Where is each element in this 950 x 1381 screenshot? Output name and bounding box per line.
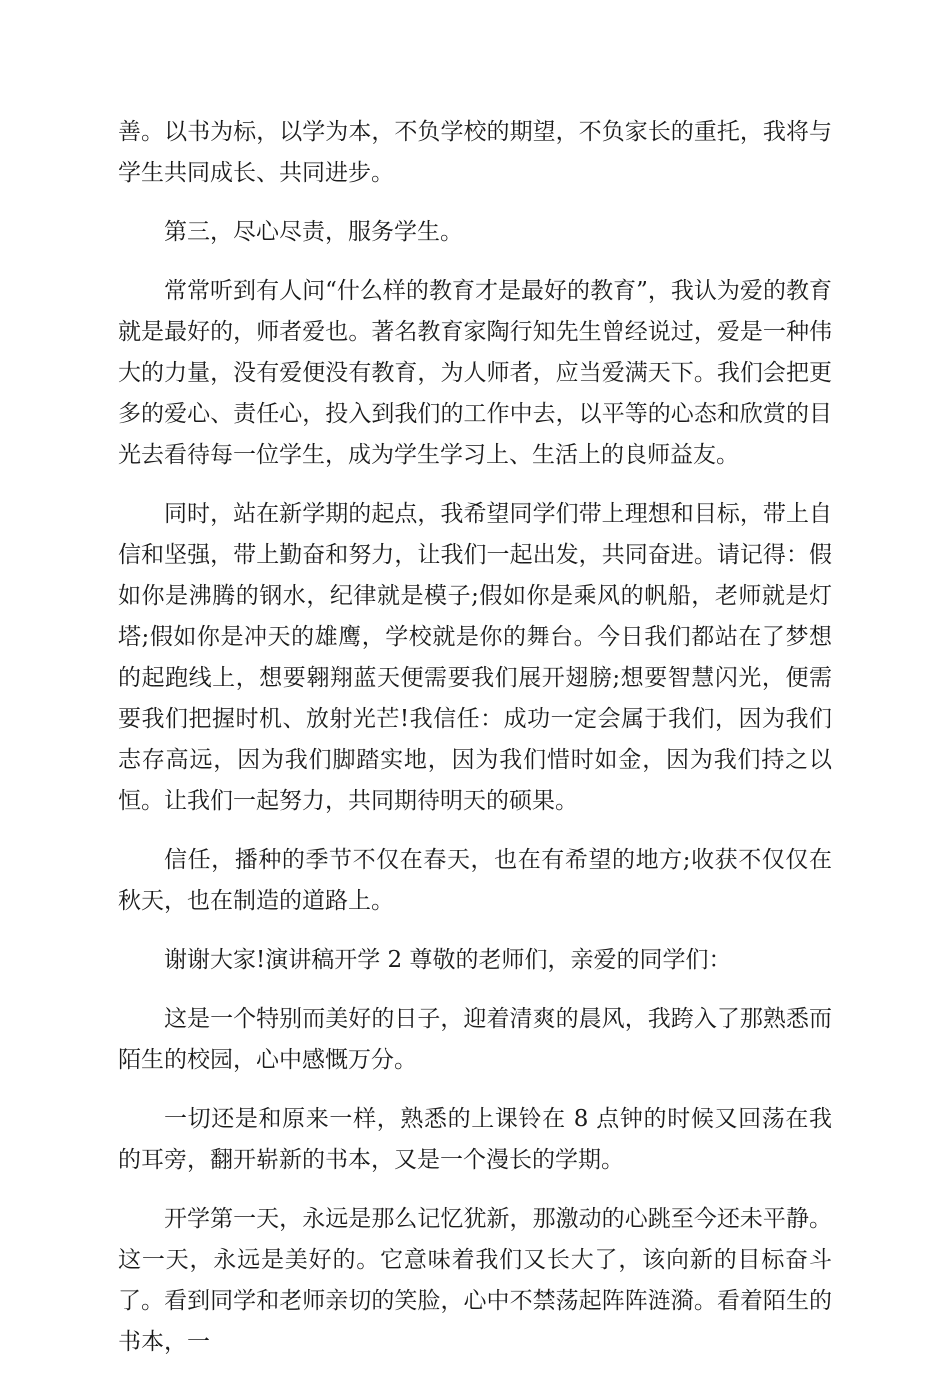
paragraph-new-semester: 同时，站在新学期的起点，我希望同学们带上理想和目标，带上自信和坚强，带上勤奋和努力，让我们一起出发，共同奋进。请记得：假如你是沸腾的钢水，纪律就是模子;假如你是乘风的帆船，老师就是灯塔;假如你是冲天的雄鹰，学校就是你的舞台。今日我们都站在了梦想的起跑线上，想要翱翔蓝天便需要我们展开翅膀;想要智慧闪光，便需要我们把握时机、放射光芒!我信任：成功一定会属于我们，因为我们志存高远，因为我们脚踏实地，因为我们惜时如金，因为我们持之以恒。让我们一起努力，共同期待明天的硕果。 bbox=[118, 501, 832, 814]
paragraph-continuation: 善。以书为标，以学为本，不负学校的期望，不负家长的重托，我将与学生共同成长、共同进步。 bbox=[118, 119, 832, 186]
paragraph-trust: 信任，播种的季节不仅在春天，也在有希望的地方;收获不仅仅在秋天，也在制造的道路上。 bbox=[118, 847, 832, 914]
paragraph-love-education: 常常听到有人问“什么样的教育才是最好的教育”，我认为爱的教育就是最好的，师者爱也。著名教育家陶行知先生曾经说过，爱是一种伟大的力量，没有爱便没有教育，为人师者，应当爱满天下。我们会把更多的爱心、责任心，投入到我们的工作中去，以平等的心态和欣赏的目光去看待每一位学生，成为学生学习上、生活上的良师益友。 bbox=[118, 278, 832, 468]
paragraph-heading-third: 第三，尽心尽责，服务学生。 bbox=[164, 219, 463, 245]
paragraph-special-day: 这是一个特别而美好的日子，迎着清爽的晨风，我跨入了那熟悉而陌生的校园，心中感慨万分。 bbox=[118, 1006, 832, 1073]
paragraph-same-as-before: 一切还是和原来一样，熟悉的上课铃在 8 点钟的时候又回荡在我的耳旁，翻开崭新的书本，又是一个漫长的学期。 bbox=[118, 1106, 832, 1173]
paragraph-thanks-speech-2: 谢谢大家!演讲稿开学 2 尊敬的老师们，亲爱的同学们： bbox=[164, 947, 732, 973]
document-body bbox=[118, 112, 832, 1381]
paragraph-first-day: 开学第一天，永远是那么记忆犹新，那激动的心跳至今还未平静。这一天，永远是美好的。它意味着我们又长大了，该向新的目标奋斗了。看到同学和老师亲切的笑脸，心中不禁荡起阵阵涟漪。看着陌生的书本，一 bbox=[118, 1206, 832, 1355]
